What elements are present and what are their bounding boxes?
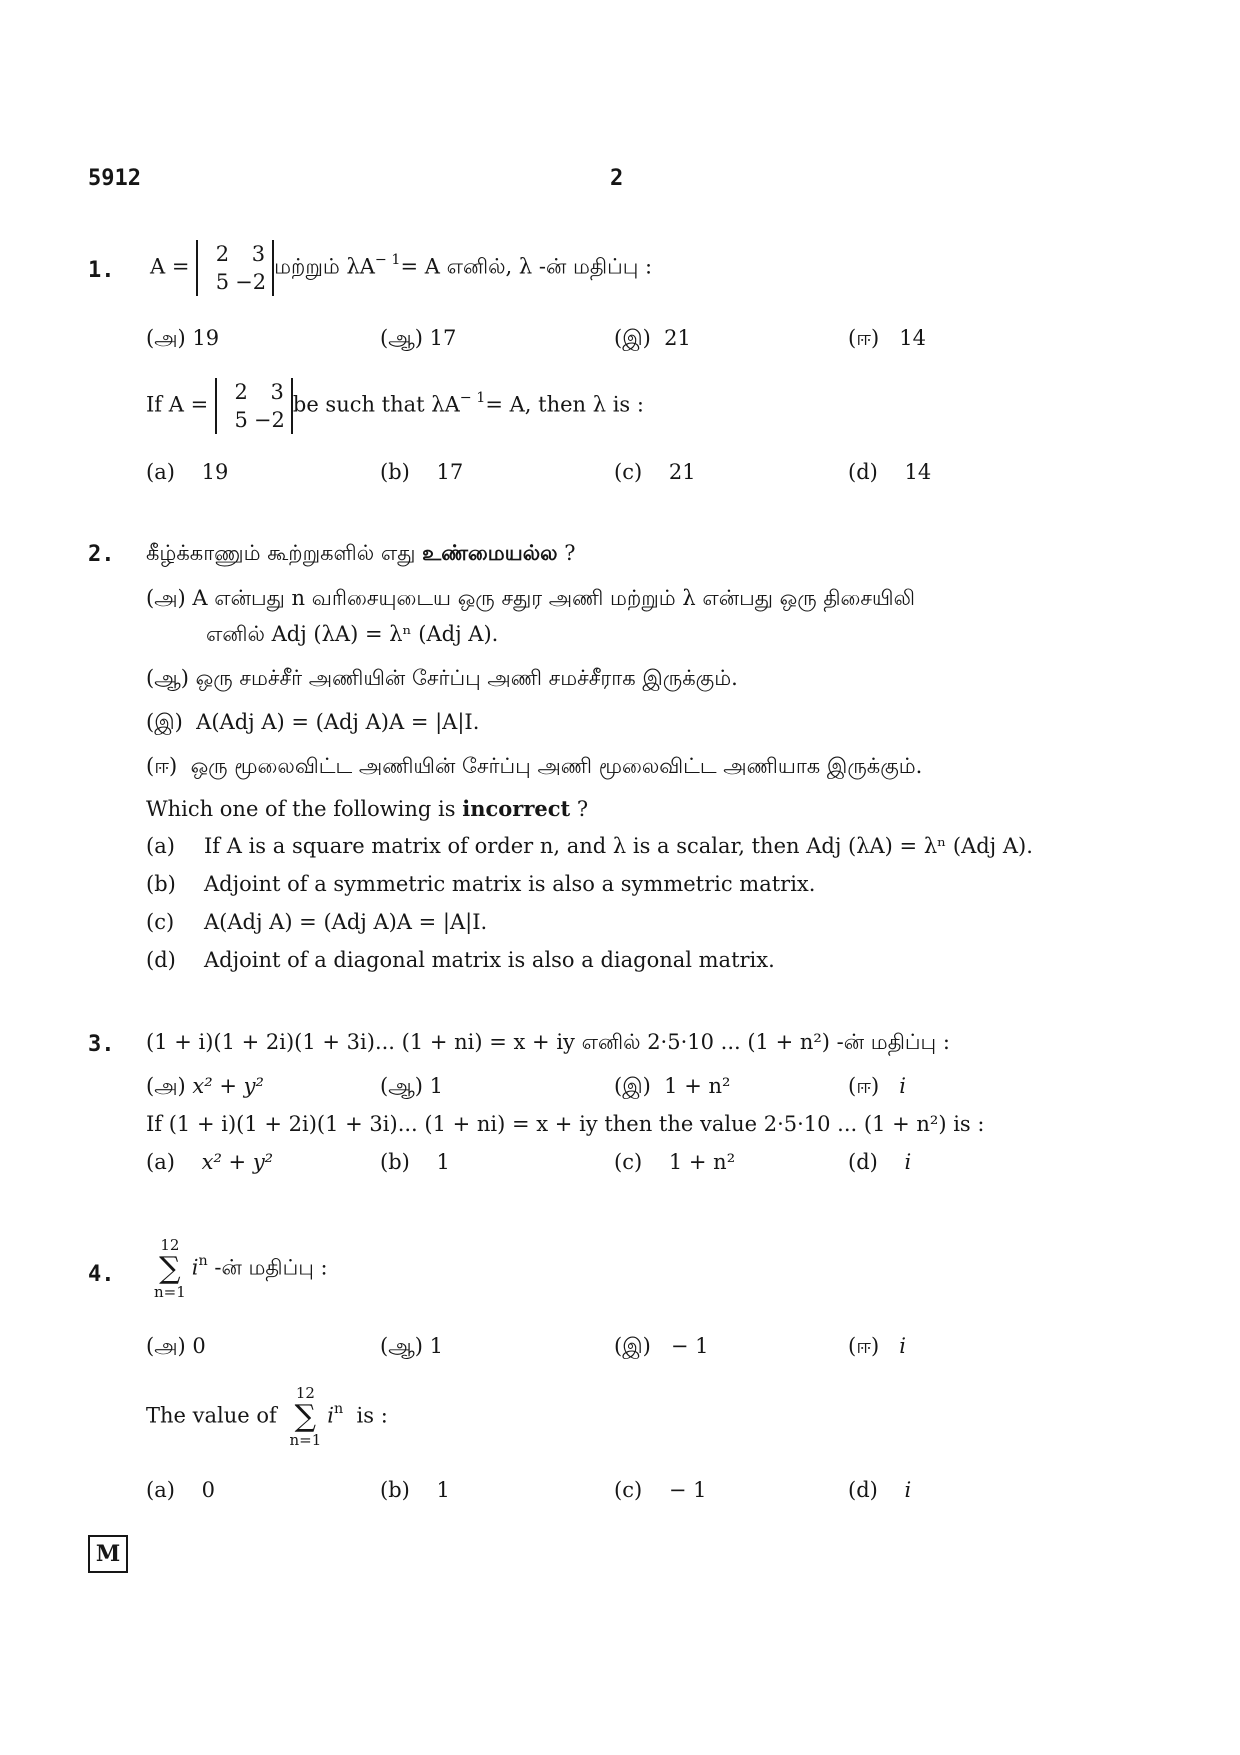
q4-en-option-d: [848, 1478, 911, 1502]
paper-code: 5912: [88, 166, 141, 191]
q2-ta-item-a-cont: எனில் Adj (λA) = λⁿ (Adj A).: [206, 622, 499, 646]
option-value: x² + y²: [201, 1150, 274, 1174]
question-number-3: 3.: [88, 1032, 115, 1057]
option-label: (இ): [614, 1074, 651, 1098]
q3-tamil-question: (1 + i)(1 + 2i)(1 + 3i)... (1 + ni) = x + iy எனில் 2·5·10 ... (1 + n²) -ன் மதிப்பு :: [146, 1030, 950, 1054]
option-value: 21: [664, 326, 691, 350]
q2-en-q-emphasis: incorrect: [462, 796, 571, 821]
option-label: (d): [848, 460, 878, 484]
option-label: (b): [380, 460, 410, 484]
sum-power: n: [198, 1253, 208, 1270]
option-label: (c): [146, 910, 175, 934]
matrix-cell: 2: [215, 242, 230, 266]
q1-ta-option-c: [614, 326, 691, 353]
summation-symbol: [154, 1238, 186, 1300]
q4-en-option-a: [146, 1478, 215, 1502]
option-value: 21: [668, 460, 696, 484]
option-text: ஒரு மூலைவிட்ட அணியின் சேர்ப்பு அணி மூலைவிட்ட அணியாக இருக்கும்.: [190, 754, 923, 778]
option-text: A(Adj A) = (Adj A)A = |A|I.: [196, 710, 480, 734]
q1-ta-sup: − 1: [374, 252, 401, 269]
option-value: 19: [201, 460, 229, 484]
q1-tamil-question: [150, 240, 652, 296]
option-text: If A is a square matrix of order n, and λ is a scalar, then Adj (λA) = λⁿ (Adj A).: [204, 834, 1033, 858]
q4-en-suffix: is :: [356, 1403, 388, 1428]
page-mark-box: [88, 1535, 128, 1573]
q2-en-item-a: [146, 834, 1033, 858]
option-label: (a): [146, 1478, 175, 1502]
q4-ta-option-b: [380, 1334, 443, 1361]
q4-ta-option-a: [146, 1334, 206, 1361]
q1-en-option-d: [848, 460, 931, 484]
sum-power: n: [333, 1401, 344, 1418]
option-value: 17: [436, 460, 464, 484]
q1-ta-suffix-b: = A எனில், λ -ன் மதிப்பு :: [400, 254, 653, 279]
option-value: x² + y²: [192, 1074, 264, 1098]
q2-english-question: [146, 796, 588, 821]
q2-en-item-c: [146, 910, 487, 934]
question-number-2: 2.: [88, 542, 115, 567]
option-label: (a): [146, 1150, 175, 1174]
q2-ta-item-c: [146, 710, 479, 737]
q3-en-option-c: [614, 1150, 735, 1174]
q2-en-item-d: [146, 948, 775, 972]
question-number-1: 1.: [88, 258, 115, 283]
question-number-4: 4.: [88, 1262, 115, 1287]
q1-ta-matrix: [196, 240, 274, 296]
q2-tamil-question: [146, 540, 576, 568]
sigma-icon: ∑: [294, 1399, 317, 1434]
option-label: (ஆ): [380, 1334, 423, 1358]
option-label: (அ): [146, 1334, 186, 1358]
option-label: (ஆ): [380, 326, 423, 350]
matrix-cell: 2: [234, 380, 248, 404]
option-value: 14: [899, 326, 926, 350]
q1-en-sup: − 1: [459, 390, 486, 407]
option-value: i: [899, 1334, 906, 1358]
option-value: 1 + n²: [664, 1074, 731, 1098]
q1-ta-option-d: [848, 326, 926, 353]
q3-en-option-b: [380, 1150, 450, 1174]
option-label: (ஈ): [848, 1334, 880, 1358]
option-label: (b): [380, 1478, 410, 1502]
option-label: (b): [380, 1150, 410, 1174]
option-value: i: [904, 1478, 912, 1502]
option-value: 19: [192, 326, 220, 350]
option-value: i: [899, 1074, 906, 1098]
option-label: (ஈ): [146, 754, 178, 778]
summation-symbol: [289, 1386, 321, 1448]
q3-en-option-a: [146, 1150, 273, 1174]
option-label: (இ): [614, 1334, 651, 1358]
q4-en-prefix: The value of: [146, 1403, 277, 1428]
matrix-cell: −2: [235, 270, 267, 294]
matrix-cell: −2: [253, 408, 285, 432]
q2-ta-q-emphasis: உண்மையல்ல: [422, 540, 558, 565]
option-label: (அ): [146, 586, 186, 610]
q1-english-question: [146, 378, 644, 434]
q4-en-option-b: [380, 1478, 450, 1502]
option-value: − 1: [668, 1478, 707, 1502]
option-label: (c): [614, 1150, 643, 1174]
option-value: 1: [429, 1334, 444, 1358]
matrix-cell: 3: [270, 380, 284, 404]
option-label: (d): [146, 948, 176, 972]
q1-ta-prefix: A =: [150, 254, 190, 279]
q1-ta-option-b: [380, 326, 456, 353]
option-value: 14: [904, 460, 932, 484]
q3-ta-option-b: [380, 1074, 443, 1101]
q4-tamil-question: [148, 1238, 328, 1300]
option-label: (d): [848, 1478, 878, 1502]
option-label: (d): [848, 1150, 878, 1174]
option-label: (இ): [146, 710, 183, 734]
option-label: (ஈ): [848, 1074, 880, 1098]
q1-ta-suffix-a: மற்றும் λA: [274, 254, 375, 279]
sigma-icon: ∑: [159, 1251, 181, 1286]
option-value: − 1: [670, 1334, 709, 1358]
option-value: i: [904, 1150, 912, 1174]
option-label: (அ): [146, 1074, 186, 1098]
matrix-cell: 5: [234, 408, 248, 432]
q3-ta-option-a: [146, 1074, 264, 1101]
option-label: (c): [614, 1478, 643, 1502]
option-value: 1: [429, 1074, 444, 1098]
option-text: A என்பது n வரிசையுடைய ஒரு சதுர அணி மற்றும் λ என்பது ஒரு திசையிலி: [192, 586, 916, 610]
q1-en-suffix-b: = A, then λ is :: [485, 392, 644, 417]
q2-ta-q-end: ?: [557, 541, 576, 565]
q1-en-prefix: If A =: [146, 392, 209, 417]
option-label: (a): [146, 834, 175, 858]
option-label: (c): [614, 460, 643, 484]
q3-english-question: If (1 + i)(1 + 2i)(1 + 3i)... (1 + ni) = x + iy then the value 2·5·10 ... (1 + n²) is :: [146, 1112, 985, 1136]
q4-ta-option-c: [614, 1334, 708, 1361]
q1-ta-option-a: [146, 326, 219, 353]
option-text: Adjoint of a symmetric matrix is also a symmetric matrix.: [204, 872, 816, 896]
option-label: (ஆ): [380, 1074, 423, 1098]
q4-ta-option-d: [848, 1334, 906, 1361]
q3-en-option-d: [848, 1150, 911, 1174]
option-value: 1: [436, 1478, 450, 1502]
matrix-cell: 5: [215, 270, 230, 294]
option-label: (a): [146, 460, 175, 484]
q2-en-item-b: [146, 872, 815, 896]
sum-lower-limit: n=1: [154, 1283, 186, 1301]
q2-ta-item-a: [146, 586, 915, 613]
option-value: 17: [429, 326, 457, 350]
option-value: 0: [201, 1478, 215, 1502]
option-text: A(Adj A) = (Adj A)A = |A|I.: [204, 910, 488, 934]
option-text: ஒரு சமச்சீர் அணியின் சேர்ப்பு அணி சமச்சீராக இருக்கும்.: [195, 666, 738, 690]
sum-term: i: [327, 1403, 334, 1428]
q3-ta-option-d: [848, 1074, 906, 1101]
option-label: (b): [146, 872, 176, 896]
option-value: 1 + n²: [668, 1150, 736, 1174]
page-mark-label: M: [95, 1541, 121, 1567]
page-number: 2: [610, 166, 624, 191]
sum-upper-limit: 12: [160, 1236, 180, 1254]
matrix-cell: 3: [251, 242, 266, 266]
sum-term: i: [191, 1255, 199, 1280]
q1-en-option-a: [146, 460, 228, 484]
option-value: 1: [436, 1150, 450, 1174]
q2-ta-q-text: கீழ்க்காணும் கூற்றுகளில் எது: [146, 541, 423, 565]
q2-ta-item-d: [146, 754, 922, 781]
option-value: 0: [192, 1334, 206, 1358]
q4-english-question: [146, 1386, 388, 1448]
q2-ta-item-b: [146, 666, 738, 693]
sum-lower-limit: n=1: [289, 1431, 322, 1449]
option-label: (ஈ): [848, 326, 880, 350]
sum-upper-limit: 12: [295, 1384, 315, 1402]
q1-en-matrix: [215, 378, 293, 434]
option-label: (அ): [146, 326, 186, 350]
q3-ta-option-c: [614, 1074, 730, 1101]
q1-en-option-b: [380, 460, 463, 484]
option-label: (இ): [614, 326, 651, 350]
q2-en-q-text: Which one of the following is: [146, 797, 463, 821]
q2-en-q-end: ?: [570, 797, 589, 821]
option-text: Adjoint of a diagonal matrix is also a diagonal matrix.: [204, 948, 775, 972]
q1-en-option-c: [614, 460, 696, 484]
q4-en-option-c: [614, 1478, 707, 1502]
q1-en-suffix-a: be such that λA: [292, 392, 460, 417]
option-label: (ஆ): [146, 666, 189, 690]
q4-ta-suffix: -ன் மதிப்பு :: [214, 1255, 328, 1280]
